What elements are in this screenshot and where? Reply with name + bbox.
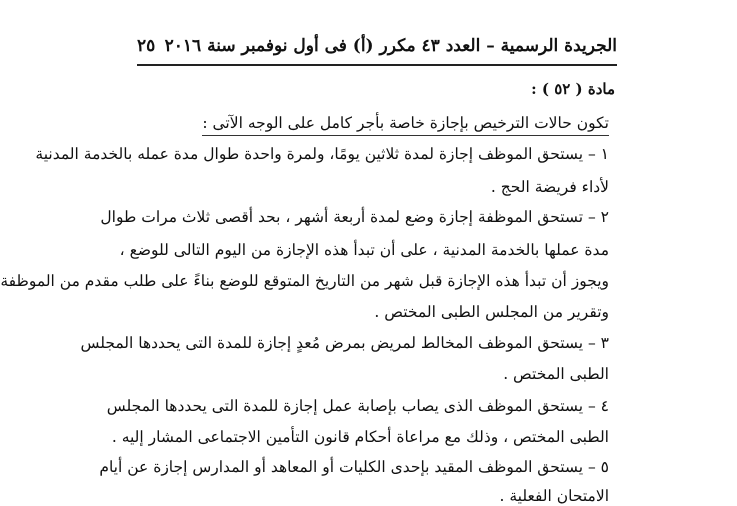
- item-5-line-2: الامتحان الفعلية .: [499, 487, 609, 505]
- item-2-line-1: ٢ – تستحق الموظفة إجازة وضع لمدة أربعة أشهر ، بحد أقصى ثلاث مرات طوال: [100, 208, 609, 226]
- item-3-line-2: الطبى المختص .: [503, 365, 609, 383]
- item-2-line-4: وتقرير من المجلس الطبى المختص .: [374, 303, 609, 321]
- item-5-line-1: ٥ – يستحق الموظف المقيد بإحدى الكليات أو المعاهد أو المدارس إجازة عن أيام: [99, 458, 609, 476]
- item-2-line-3: ويجوز أن تبدأ هذه الإجازة قبل شهر من التاريخ المتوقع للوضع بناءً على طلب مقدم من الموظفة: [0, 272, 609, 290]
- item-3-line-1: ٣ – يستحق الموظف المخالط لمريض بمرض مُعدٍ إجازة للمدة التى يحددها المجلس: [80, 334, 609, 352]
- item-4-line-1: ٤ – يستحق الموظف الذى يصاب بإصابة عمل إجازة للمدة التى يحددها المجلس: [106, 397, 609, 415]
- page-number: ٢٥: [137, 36, 156, 56]
- item-1-line-1: ١ – يستحق الموظف إجازة لمدة ثلاثين يومًا، ولمرة واحدة طوال مدة عمله بالخدمة المدنية: [35, 145, 609, 163]
- gazette-title: الجريدة الرسمية – العدد ٤٣ مكرر (أ) فى أول نوفمبر سنة ٢٠١٦: [164, 36, 617, 56]
- item-1-line-2: لأداء فريضة الحج .: [490, 178, 609, 196]
- article-heading: مادة ( ٥٢ ) :: [531, 80, 615, 98]
- item-2-line-2: مدة عملها بالخدمة المدنية ، على أن تبدأ هذه الإجازة من اليوم التالى للوضع ،: [119, 241, 609, 259]
- item-4-line-2: الطبى المختص ، وذلك مع مراعاة أحكام قانون التأمين الاجتماعى المشار إليه .: [111, 428, 609, 446]
- page-header: [137, 28, 617, 66]
- intro-text: تكون حالات الترخيص بإجازة خاصة بأجر كامل على الوجه الآتى :: [202, 113, 609, 136]
